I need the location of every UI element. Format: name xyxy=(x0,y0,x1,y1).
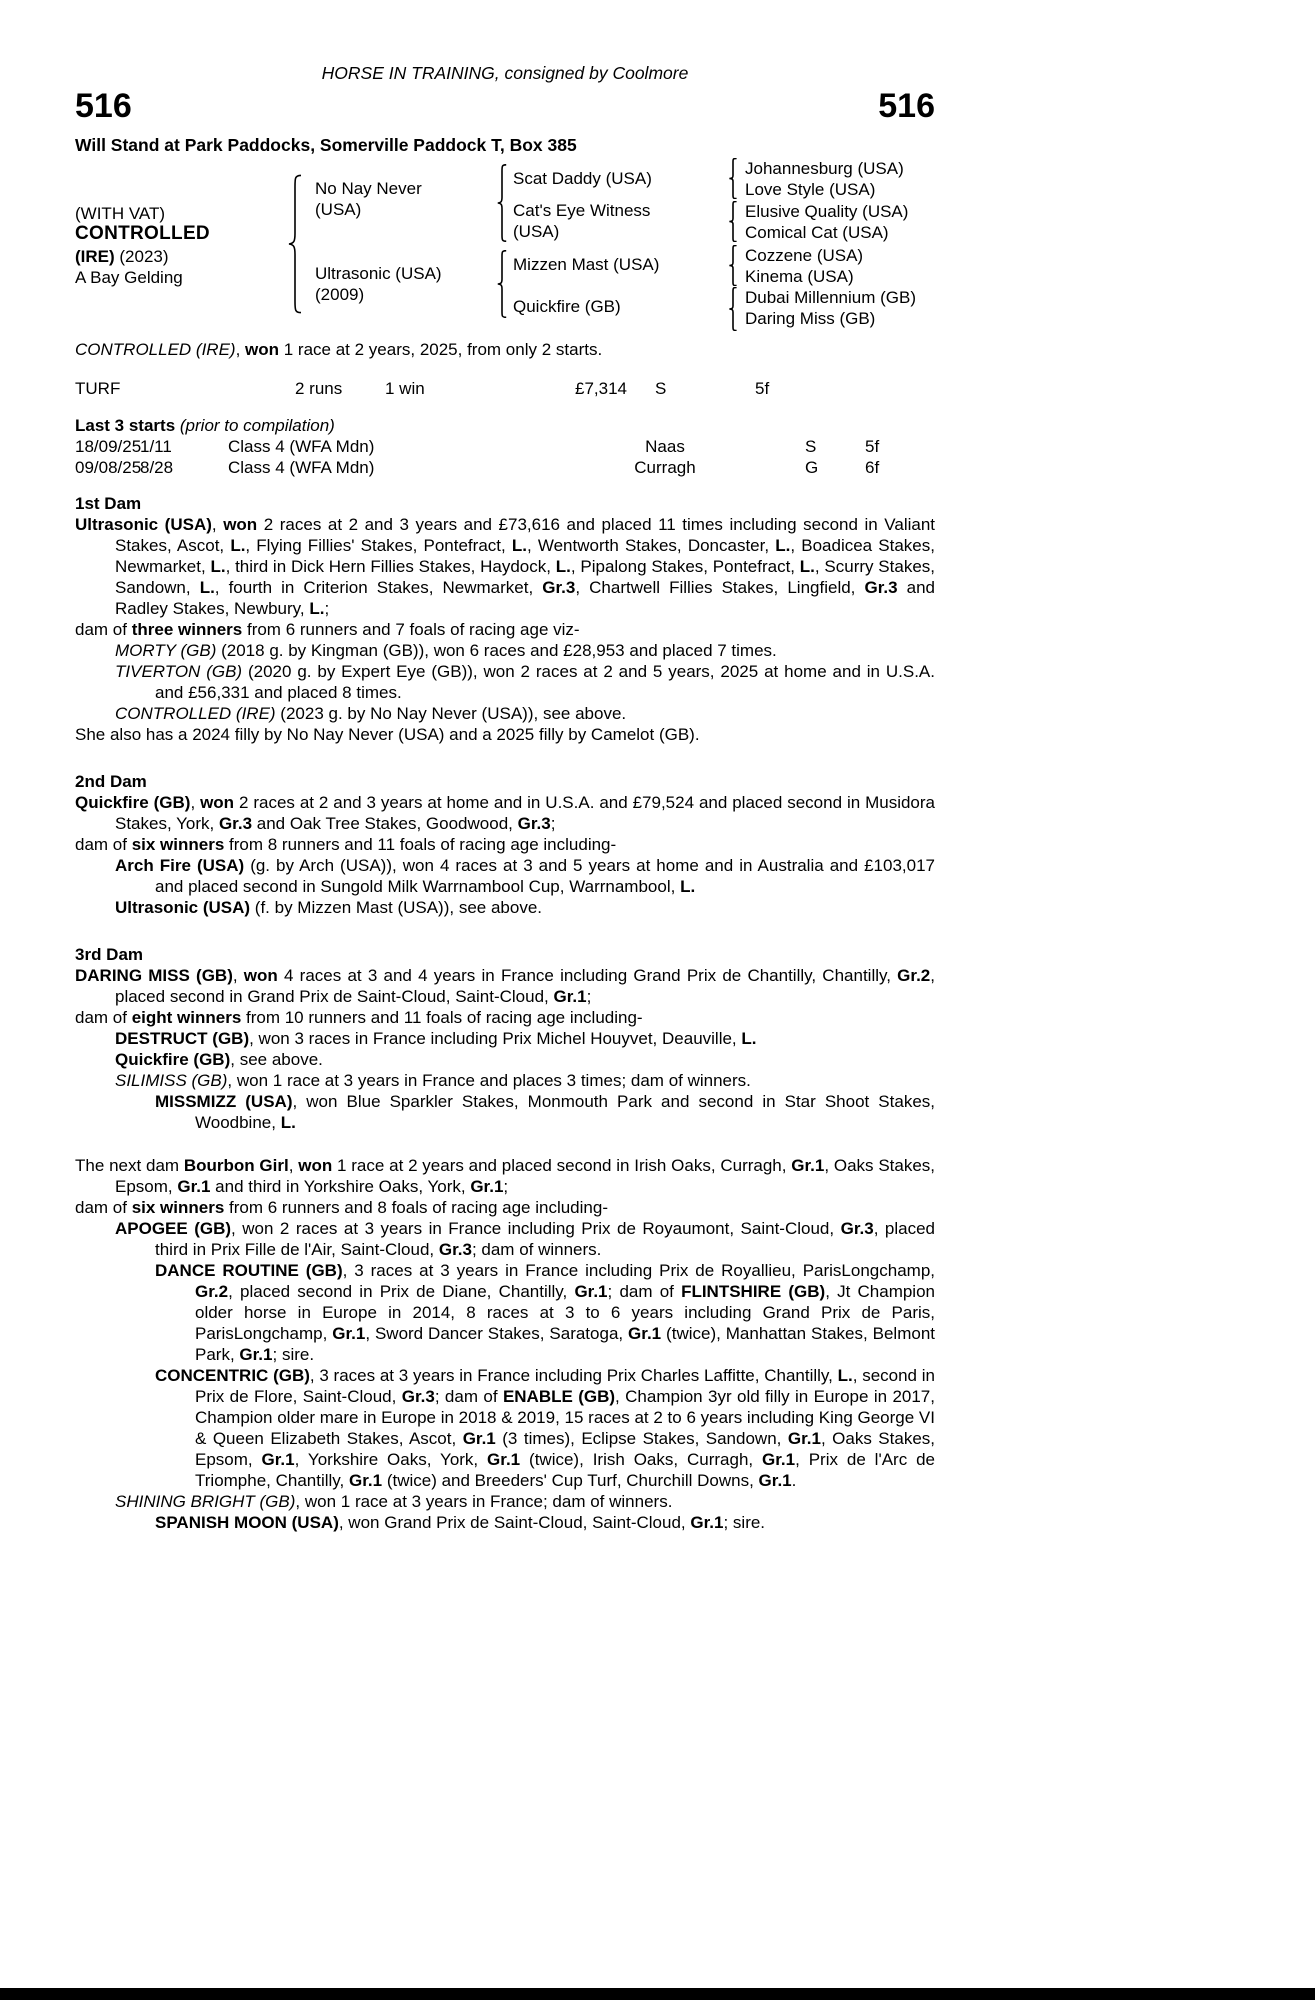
brace-icon xyxy=(495,250,509,318)
dam-year: (2009) xyxy=(315,285,365,304)
dam-name: Ultrasonic (USA) xyxy=(315,264,442,283)
race-stats-row xyxy=(75,378,935,399)
page-bottom-edge xyxy=(0,1988,1315,2000)
result-position: 1/11 xyxy=(140,437,172,456)
page-content xyxy=(75,0,935,1533)
great-grandparent-3: Elusive Quality (USA) xyxy=(745,202,909,221)
great-grandparent-1: Johannesburg (USA) xyxy=(745,159,904,178)
brace-icon xyxy=(727,287,739,331)
stats-distance: 5f xyxy=(755,379,770,398)
great-grandparent-7: Dubai Millennium (GB) xyxy=(745,288,916,307)
nextdam-race-record-para: The next dam Bourbon Girl, won 1 race at 2 years and placed second in Irish Oaks, Curragh, Gr.1, Oaks Stakes, Epsom, Gr.1 and third in Yorkshire Oaks, York, Gr.1; xyxy=(75,1156,936,1196)
dam2-race-record-para: Quickfire (GB), won 2 races at 2 and 3 years at home and in U.S.A. and £79,524 and placed second in Musidora Stakes, York, Gr.3 and Oak Tree Stakes, Goodwood, Gr.3; xyxy=(75,793,936,833)
stats-surface: TURF xyxy=(75,379,121,398)
stats-going: S xyxy=(655,379,667,398)
nextdam-offspring-para: APOGEE (GB), won 2 races at 3 years in France including Prix de Royaumont, Saint-Cloud, Gr.3, placed third in Prix Fille de l'Air, Saint-Cloud, Gr.3; dam of winners. xyxy=(115,1219,935,1259)
nextdam-produce-summary: dam of six winners from 6 runners and 8 foals of racing age including- xyxy=(75,1198,608,1217)
great-grandparent-8: Daring Miss (GB) xyxy=(745,309,876,328)
section-heading-2nd-dam: 2nd Dam xyxy=(75,772,147,791)
result-distance: 6f xyxy=(865,458,880,477)
dam1-offspring-para: MORTY (GB) (2018 g. by Kingman (GB)), won 6 races and £28,953 and placed 7 times. xyxy=(115,641,777,660)
result-course: Naas xyxy=(645,437,685,456)
section-heading-3rd-dam: 3rd Dam xyxy=(75,945,144,964)
great-grandparent-2: Love Style (USA) xyxy=(745,180,876,199)
dam1-race-record-para: Ultrasonic (USA), won 2 races at 2 and 3 years and £73,616 and placed 11 times including second in Valiant Stakes, Ascot, L., Flying Fillies' Stakes, Pontefract, L., Wentworth Stakes, Doncaster, L., Boadicea Stakes, Newmarket, L., third in Dick Hern Fillies Stakes, Haydock, L., Pipalong Stakes, Pontefract, L., Scurry Stakes, Sandown, L., fourth in Criterion Stakes, Newmarket, Gr.3, Chartwell Fillies Stakes, Lingfield, Gr.3 and Radley Stakes, Newbury, L.; xyxy=(75,515,936,618)
sire-sire-name: Scat Daddy (USA) xyxy=(513,169,652,188)
dam2-offspring-para: Ultrasonic (USA) (f. by Mizzen Mast (USA)), see above. xyxy=(115,898,542,917)
race-record-summary: CONTROLLED (IRE), won 1 race at 2 years, 2025, from only 2 starts. xyxy=(75,340,603,359)
great-grandparent-4: Comical Cat (USA) xyxy=(745,223,889,242)
stand-location: Will Stand at Park Paddocks, Somerville Paddock T, Box 385 xyxy=(75,135,577,155)
stats-earnings: £7,314 xyxy=(575,379,627,398)
dam1-offspring-para: TIVERTON (GB) (2020 g. by Expert Eye (GB)), won 2 races at 2 and 5 years, 2025 at home and in U.S.A. and £56,331 and placed 8 times. xyxy=(115,662,935,702)
dam-dam-name: Quickfire (GB) xyxy=(513,297,621,316)
vat-note: (WITH VAT) xyxy=(75,204,166,223)
result-position: 8/28 xyxy=(140,458,174,477)
brace-icon xyxy=(727,201,739,242)
nextdam-offspring-para: SHINING BRIGHT (GB), won 1 race at 3 years in France; dam of winners. xyxy=(115,1492,673,1511)
result-going: G xyxy=(805,458,819,477)
great-grandparent-5: Cozzene (USA) xyxy=(745,246,864,265)
section-heading-1st-dam: 1st Dam xyxy=(75,494,142,513)
sire-name: No Nay Never xyxy=(315,179,422,198)
nextdam-grandoffspring-para: SPANISH MOON (USA), won Grand Prix de Saint-Cloud, Saint-Cloud, Gr.1; sire. xyxy=(155,1513,766,1532)
nextdam-grandoffspring-para: DANCE ROUTINE (GB), 3 races at 3 years in France including Prix de Royallieu, ParisLongchamp, Gr.2, placed second in Prix de Diane, Chantilly, Gr.1; dam of FLINTSHIRE (GB), Jt Champion older horse in Europe in 2014, 8 races at 3 to 6 years including Grand Prix de Paris, ParisLongchamp, Gr.1, Sword Dancer Stakes, Saratoga, Gr.1 (twice), Manhattan Stakes, Belmont Park, Gr.1; sire. xyxy=(155,1261,936,1364)
result-going: S xyxy=(805,437,817,456)
race-result-row xyxy=(75,436,935,457)
dam1-offspring-para: CONTROLLED (IRE) (2023 g. by No Nay Never (USA)), see above. xyxy=(115,704,627,723)
lot-number-right: 516 xyxy=(878,87,935,125)
horse-description: A Bay Gelding xyxy=(75,268,183,287)
pedigree-table xyxy=(75,156,935,338)
result-race: Class 4 (WFA Mdn) xyxy=(228,458,375,477)
horse-name: CONTROLLED xyxy=(75,223,210,244)
dam2-produce-summary: dam of six winners from 8 runners and 11 foals of racing age including- xyxy=(75,835,617,854)
great-grandparent-6: Kinema (USA) xyxy=(745,267,854,286)
sire-suffix: (USA) xyxy=(315,200,362,219)
brace-icon xyxy=(727,245,739,286)
result-race: Class 4 (WFA Mdn) xyxy=(228,437,375,456)
dam-sire-name: Mizzen Mast (USA) xyxy=(513,255,660,274)
horse-origin-year: (IRE) (2023) xyxy=(75,247,169,266)
lot-number-left: 516 xyxy=(75,87,132,125)
dam1-produce-summary: dam of three winners from 6 runners and 7 foals of racing age viz- xyxy=(75,620,580,639)
stats-wins: 1 win xyxy=(385,379,425,398)
dam2-offspring-para: Arch Fire (USA) (g. by Arch (USA)), won 4 races at 3 and 5 years at home and in Australia and £103,017 and placed second in Sungold Milk Warrnambool Cup, Warrnambool, L. xyxy=(115,856,935,896)
dam3-grandoffspring-para: MISSMIZZ (USA), won Blue Sparkler Stakes, Monmouth Park and second in Star Shoot Stakes, Woodbine, L. xyxy=(155,1092,935,1132)
dam3-race-record-para: DARING MISS (GB), won 4 races at 3 and 4 years in France including Grand Prix de Chantilly, Chantilly, Gr.2, placed second in Grand Prix de Saint-Cloud, Saint-Cloud, Gr.1; xyxy=(75,966,935,1006)
brace-icon xyxy=(727,158,739,199)
dam1-additional-note: She also has a 2024 filly by No Nay Never (USA) and a 2025 filly by Camelot (GB). xyxy=(75,725,700,744)
brace-icon xyxy=(285,174,305,314)
dam3-offspring-para: Quickfire (GB), see above. xyxy=(115,1050,323,1069)
result-date: 09/08/25 xyxy=(75,458,142,477)
result-distance: 5f xyxy=(865,437,880,456)
stats-runs: 2 runs xyxy=(295,379,343,398)
sire-dam-name: Cat's Eye Witness xyxy=(513,201,651,220)
brace-icon xyxy=(495,164,509,242)
dam3-offspring-para: SILIMISS (GB), won 1 race at 3 years in France and places 3 times; dam of winners. xyxy=(115,1071,751,1090)
race-result-row xyxy=(75,457,935,478)
result-date: 18/09/25 xyxy=(75,437,142,456)
nextdam-grandoffspring-para: CONCENTRIC (GB), 3 races at 3 years in France including Prix Charles Laffitte, Chantilly, L., second in Prix de Flore, Saint-Cloud, Gr.3; dam of ENABLE (GB), Champion 3yr old filly in Europe in 2017, Champion older mare in Europe in 2018 & 2019, 15 races at 2 to 6 years including King George VI & Queen Elizabeth Stakes, Ascot, Gr.1 (3 times), Eclipse Stakes, Sandown, Gr.1, Oaks Stakes, Epsom, Gr.1, Yorkshire Oaks, York, Gr.1 (twice), Irish Oaks, Curragh, Gr.1, Prix de l'Arc de Triomphe, Chantilly, Gr.1 (twice) and Breeders' Cup Turf, Churchill Downs, Gr.1. xyxy=(155,1366,935,1490)
sire-dam-suffix: (USA) xyxy=(513,222,560,241)
lot-number-row xyxy=(75,88,935,124)
result-course: Curragh xyxy=(634,458,696,477)
dam3-produce-summary: dam of eight winners from 10 runners and 11 foals of racing age including- xyxy=(75,1008,643,1027)
last-starts-heading: Last 3 starts (prior to compilation) xyxy=(75,416,335,435)
dam3-offspring-para: DESTRUCT (GB), won 3 races in France including Prix Michel Houyvet, Deauville, L. xyxy=(115,1029,757,1048)
page-title: HORSE IN TRAINING, consigned by Coolmore xyxy=(321,63,689,83)
